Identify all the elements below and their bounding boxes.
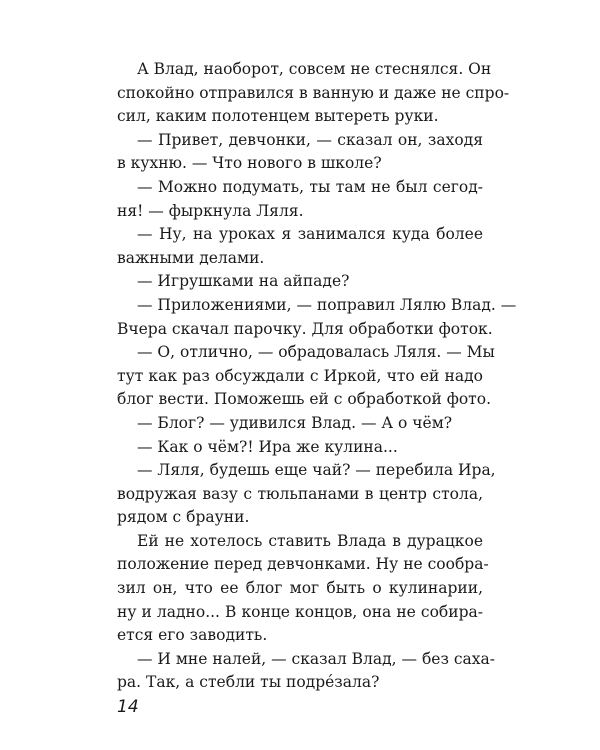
text-line: — Ну, на уроках я занимался куда более xyxy=(137,225,483,244)
text-line: сил, каким полотенцем вытереть руки. xyxy=(117,107,439,126)
text-line: — Привет, девчонки, — сказал он, заходя xyxy=(137,130,483,149)
text-line: рядом с брауни. xyxy=(117,508,250,527)
text-line: ну и ладно... В конце концов, она не собира- xyxy=(117,602,483,621)
text-line: ня! — фыркнула Ляля. xyxy=(117,201,304,220)
paragraph xyxy=(117,223,483,270)
text-line: — Приложениями, — поправил Лялю Влад. — xyxy=(137,295,517,314)
paragraph xyxy=(117,459,496,530)
paragraph xyxy=(117,129,483,176)
paragraph xyxy=(117,436,483,460)
text-line: блог вести. Поможешь ей с обработкой фото. xyxy=(117,390,492,409)
text-line: ра. Так, а стебли ты подрéзала? xyxy=(117,673,380,692)
paragraph xyxy=(117,270,483,294)
text-line: Вчера скачал парочку. Для обработки фоток. xyxy=(117,319,493,338)
text-line: — Ляля, будешь еще чай? — перебила Ира, xyxy=(137,461,496,480)
text-line: — Игрушками на айпаде? xyxy=(137,272,350,291)
paragraph xyxy=(117,530,489,648)
text-line: А Влад, наоборот, совсем не стеснялся. Он xyxy=(137,60,492,78)
text-line: — Как о чём?! Ира же кулина... xyxy=(137,437,398,456)
text-line: спокойно отправился в ванную и даже не спро- xyxy=(117,83,510,102)
paragraph xyxy=(117,341,495,412)
text-line: положение перед девчонками. Ну не сообра- xyxy=(117,555,489,574)
text-line: зил он, что ее блог мог быть о кулинарии, xyxy=(117,579,483,598)
paragraph xyxy=(117,648,495,695)
text-line: — Блог? — удивился Влад. — А о чём? xyxy=(137,413,453,432)
text-line: важными делами. xyxy=(117,248,265,267)
paragraph xyxy=(117,412,483,436)
paragraph xyxy=(117,294,517,341)
body-text xyxy=(117,58,517,695)
page-number: 14 xyxy=(117,697,139,717)
text-line: Ей не хотелось ставить Влада в дурацкое xyxy=(137,531,483,550)
text-line: водружая вазу с тюльпанами в центр стола, xyxy=(117,484,483,503)
text-line: в кухню. — Что нового в школе? xyxy=(117,154,382,173)
text-line: — О, отлично, — обрадовалась Ляля. — Мы xyxy=(137,343,495,362)
text-line: — И мне налей, — сказал Влад, — без саха- xyxy=(137,649,495,668)
text-line: ется его заводить. xyxy=(117,626,268,645)
text-line: — Можно подумать, ты там не был сегод- xyxy=(137,177,483,196)
text-line: тут как раз обсуждали с Иркой, что ей надо xyxy=(117,366,483,385)
paragraph xyxy=(117,58,510,129)
paragraph xyxy=(117,176,483,223)
